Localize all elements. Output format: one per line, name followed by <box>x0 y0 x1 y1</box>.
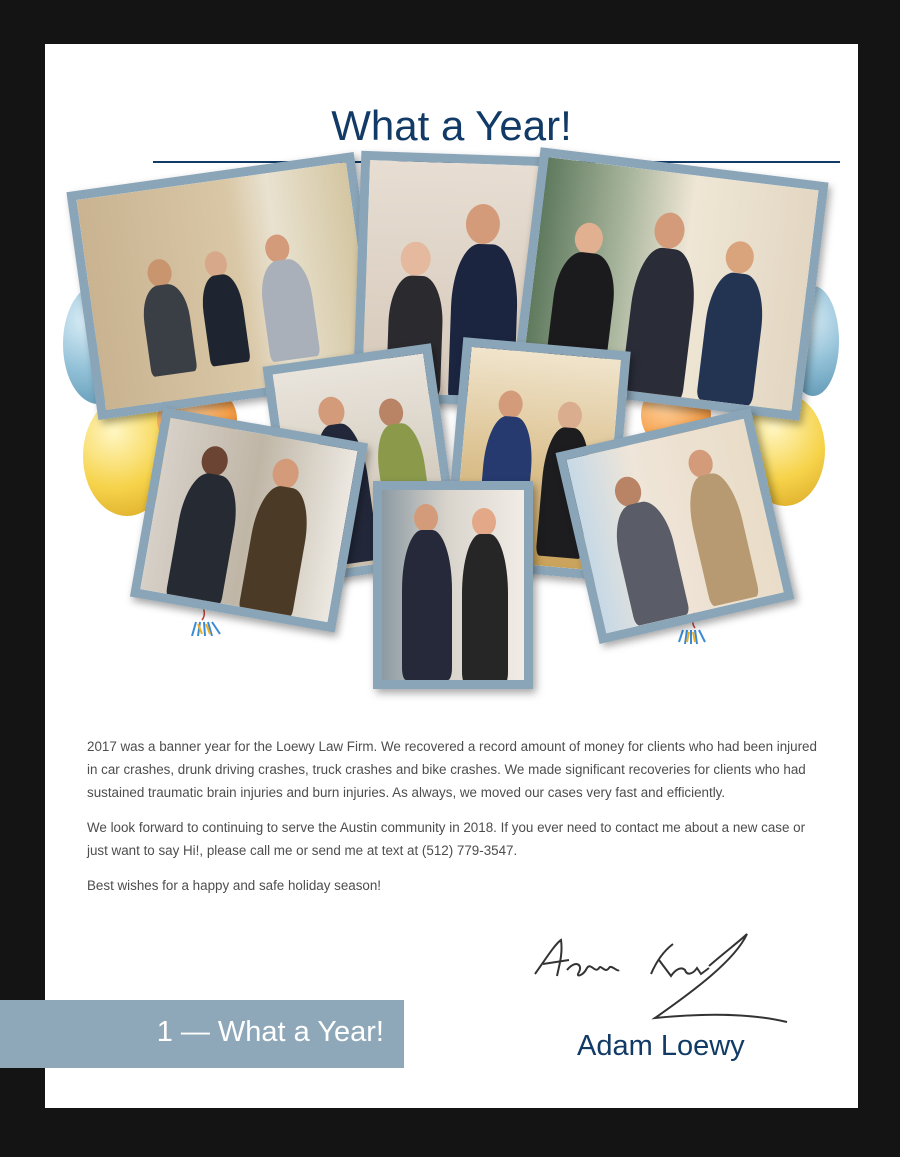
photo-two-men-hall <box>130 407 368 632</box>
photo-two-men-doorway <box>373 481 533 689</box>
signature-name: Adam Loewy <box>577 1030 745 1062</box>
handwritten-signature <box>525 930 795 1030</box>
letter-paragraph-3: Best wishes for a happy and safe holiday season! <box>87 878 382 893</box>
letter-page <box>45 44 858 1108</box>
letter-paragraph-1: 2017 was a banner year for the Loewy Law Firm. We recovered a record amount of money for clients who had been injured in car crashes, drunk driving crashes, truck crashes and bike crashes. We made significant recoveries for clients who had sustained traumatic brain injuries and burn injuries. As always, we moved our cases very fast and efficiently. <box>87 739 817 800</box>
page-title: What a Year! <box>331 102 572 149</box>
letter-body <box>87 735 817 909</box>
section-footer-label: 1 — What a Year! <box>156 1016 384 1048</box>
section-footer-band <box>0 1000 404 1068</box>
letter-paragraph-2: We look forward to continuing to serve the Austin community in 2018. If you ever need to contact me about a new case or just want to say Hi!, please call me or send me at text at (512) 779-3547. <box>87 820 806 858</box>
